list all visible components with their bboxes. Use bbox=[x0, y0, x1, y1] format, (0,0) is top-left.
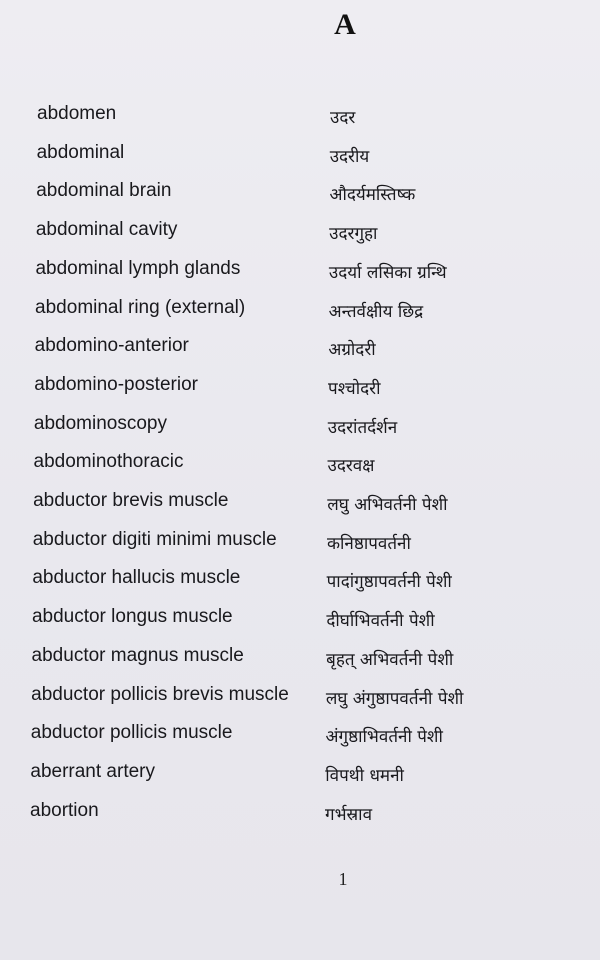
entry-term-hindi: विपथी धमनी bbox=[325, 765, 404, 786]
entry-term-english: abductor pollicis muscle bbox=[30, 722, 233, 744]
dictionary-entry bbox=[0, 528, 600, 558]
entry-term-hindi: लघु अंगुष्ठापवर्तनी पेशी bbox=[325, 688, 464, 709]
dictionary-entry bbox=[0, 683, 600, 713]
entry-term-hindi: पादांगुष्ठापवर्तनी पेशी bbox=[326, 572, 452, 593]
dictionary-entry bbox=[0, 334, 600, 364]
entry-term-english: abdominal brain bbox=[36, 180, 172, 202]
entry-term-english: abdomen bbox=[37, 103, 117, 124]
dictionary-entry bbox=[0, 296, 600, 326]
entry-term-hindi: गर्भस्राव bbox=[325, 804, 373, 825]
entry-term-english: abductor hallucis muscle bbox=[32, 567, 241, 589]
dictionary-entry bbox=[0, 489, 600, 519]
entry-term-english: abdominal ring (external) bbox=[35, 296, 246, 318]
dictionary-entry bbox=[0, 141, 600, 171]
entry-term-hindi: अन्तर्वक्षीय छिद्र bbox=[328, 301, 424, 322]
dictionary-entry bbox=[0, 721, 600, 751]
entry-term-hindi: पश्चोदरी bbox=[328, 378, 381, 399]
entry-term-english: abdominoscopy bbox=[33, 412, 167, 434]
entry-term-hindi: उदरांतर्दर्शन bbox=[327, 417, 398, 438]
page-number: 1 bbox=[338, 869, 348, 889]
dictionary-entry bbox=[0, 566, 600, 596]
entry-term-english: abdomino-anterior bbox=[34, 335, 189, 357]
section-letter-heading: A bbox=[334, 8, 356, 41]
entry-term-hindi: उदरगुहा bbox=[329, 224, 378, 245]
entry-term-hindi: अंगुष्ठाभिवर्तनी पेशी bbox=[325, 727, 443, 748]
dictionary-entry bbox=[0, 257, 600, 287]
entry-term-english: abortion bbox=[30, 799, 99, 821]
dictionary-entry bbox=[0, 760, 600, 790]
dictionary-entry bbox=[0, 450, 600, 480]
entry-term-hindi: कनिष्ठापवर्तनी bbox=[326, 533, 411, 554]
entry-term-english: abdominal cavity bbox=[35, 219, 178, 241]
entry-term-hindi: उदरीय bbox=[329, 146, 370, 167]
entry-term-english: abdominal bbox=[36, 141, 125, 163]
entry-term-hindi: औदर्यमस्तिष्क bbox=[329, 185, 416, 206]
entry-term-hindi: दीर्घाभिवर्तनी पेशी bbox=[326, 611, 435, 632]
entry-term-english: abductor longus muscle bbox=[31, 606, 233, 628]
entry-term-hindi: अग्रोदरी bbox=[328, 340, 376, 361]
dictionary-entry bbox=[0, 412, 600, 442]
entry-term-hindi: उदरवक्ष bbox=[327, 456, 375, 477]
dictionary-entry bbox=[0, 179, 600, 209]
entry-term-english: abductor magnus muscle bbox=[31, 644, 244, 666]
dictionary-entry bbox=[0, 218, 600, 248]
entry-term-english: abdomino-posterior bbox=[34, 373, 198, 395]
dictionary-entry bbox=[0, 799, 600, 829]
entry-term-hindi: उदर bbox=[330, 108, 356, 128]
entry-term-english: abductor brevis muscle bbox=[33, 490, 229, 511]
entry-term-english: abductor pollicis brevis muscle bbox=[31, 683, 289, 705]
entry-term-english: abdominothoracic bbox=[33, 451, 184, 473]
entry-term-english: abdominal lymph glands bbox=[35, 257, 241, 279]
dictionary-entry bbox=[0, 373, 600, 403]
entry-term-hindi: उदर्या लसिका ग्रन्थि bbox=[328, 262, 447, 283]
dictionary-entry bbox=[0, 605, 600, 635]
entry-term-hindi: लघु अभिवर्तनी पेशी bbox=[327, 495, 448, 515]
entry-term-english: aberrant artery bbox=[30, 760, 155, 782]
dictionary-entry bbox=[0, 644, 600, 674]
dictionary-entry bbox=[0, 102, 600, 132]
entry-term-hindi: बृहत् अभिवर्तनी पेशी bbox=[326, 649, 454, 670]
entry-term-english: abductor digiti minimi muscle bbox=[32, 528, 277, 550]
